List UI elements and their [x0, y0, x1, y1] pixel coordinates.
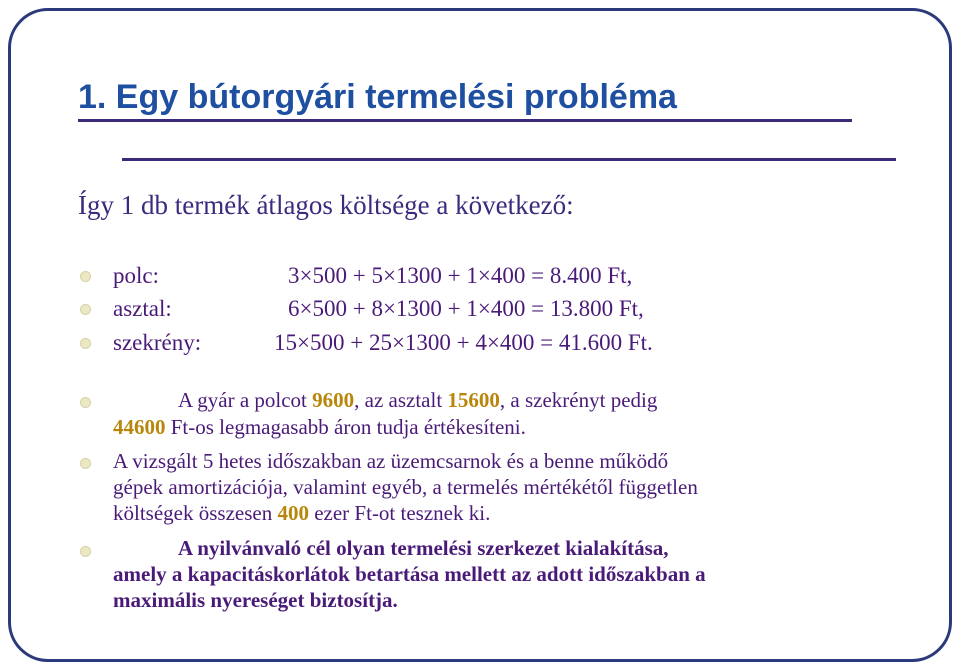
paragraph-line	[113, 500, 490, 526]
paragraph-line: A vizsgált 5 hetes időszakban az üzemcsarnok és a benne működő	[113, 449, 669, 473]
slide-title: 1. Egy bútorgyári termelési probléma	[78, 78, 677, 116]
bullet-icon	[80, 546, 91, 557]
cost-row-label: szekrény:	[113, 330, 202, 355]
paragraph-line: maximális nyereséget biztosítja.	[113, 588, 398, 612]
cost-row-formula: 15×500 + 25×1300 + 4×400 = 41.600 Ft.	[274, 330, 653, 355]
paragraph-line: amely a kapacitáskorlátok betartása mellett az adott időszakban a	[113, 562, 706, 586]
cost-row-formula: 6×500 + 8×1300 + 1×400 = 13.800 Ft,	[288, 296, 644, 321]
cost-row-label: polc:	[113, 263, 159, 288]
separator-line	[122, 158, 896, 161]
highlight-value: 44600	[113, 415, 166, 439]
para-text: Ft-os legmagasabb áron tudja értékesíteni.	[165, 415, 526, 439]
bullet-icon	[80, 458, 91, 469]
bullet-icon	[80, 397, 91, 408]
paragraph-line: gépek amortizációja, valamint egyéb, a termelés mértékétől független	[113, 475, 698, 499]
paragraph-line	[113, 414, 526, 440]
para-text: ezer Ft-ot tesznek ki.	[308, 501, 491, 525]
subtitle: Így 1 db termék átlagos költsége a következő:	[78, 190, 574, 220]
para-text: , a szekrényt pedig	[499, 388, 658, 412]
paragraph-line	[178, 387, 657, 413]
highlight-value: 400	[277, 501, 309, 525]
bullet-icon	[80, 271, 91, 282]
cost-row-formula: 3×500 + 5×1300 + 1×400 = 8.400 Ft,	[288, 263, 633, 288]
bullet-icon	[80, 304, 91, 315]
para-text: , az asztalt	[354, 388, 448, 412]
cost-row-label: asztal:	[113, 296, 172, 321]
title-underline	[78, 119, 852, 122]
highlight-value: 9600	[312, 388, 355, 412]
para-text: költségek összesen	[113, 501, 278, 525]
para-text: A gyár a polcot	[178, 388, 313, 412]
paragraph-line: A nyilvánvaló cél olyan termelési szerkezet kialakítása,	[178, 536, 669, 560]
bullet-icon	[80, 338, 91, 349]
highlight-value: 15600	[447, 388, 500, 412]
